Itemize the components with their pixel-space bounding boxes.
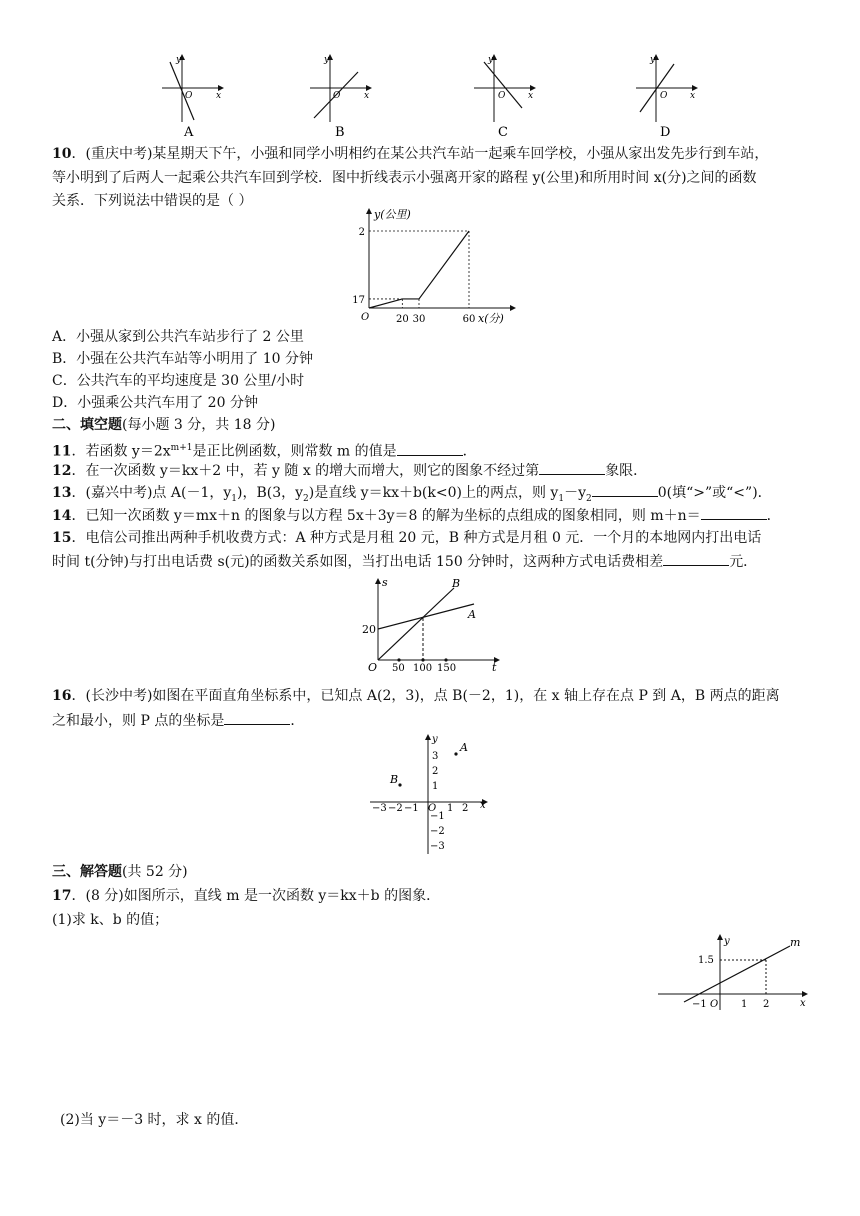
q10-ytick-17: 2 [358,227,365,238]
svg-text:O: O [361,312,370,323]
q12: 12．在一次函数 y＝kx＋2 中，若 y 随 x 的增大而增大，则它的图象不经过第 象限． [52,460,647,481]
q16-line2: 之和最小，则 P 点的坐标是 ． [52,710,304,731]
svg-text:x: x [480,800,486,811]
q9-graph-c [470,52,540,140]
option-label-c: C [498,125,508,140]
svg-text:1: 1 [432,781,439,792]
svg-text:y(公里): y(公里) [374,208,411,221]
q11: 11．若函数 $y=2x^{m+1}$是正比例函数，则常数 m 的值是 ． [52,438,477,462]
q9-graph-b [306,52,376,140]
svg-text:y: y [724,936,730,947]
svg-text:m: m [790,936,801,949]
q10-option-d: D．小强乘公共汽车用了 20 分钟 [52,395,258,411]
svg-text:50: 50 [392,663,405,674]
svg-text:100: 100 [413,663,433,674]
svg-text:s: s [382,576,388,589]
q10-ytick-2: 17 [352,294,365,306]
svg-text:−3: −3 [430,841,445,852]
option-label-b: B [335,125,345,140]
q13: 13．(嘉兴中考)点 A(－1，$y_1$)，B(3，$y_2$)是直线 y＝kx＋b(k<0)上的两点，则 $y_1-y_2$ 0(填“>”或“<”)． [52,482,772,509]
svg-text:−1: −1 [404,803,419,814]
q11-blank [397,441,463,456]
svg-text:x(分): x(分) [478,312,504,325]
svg-text:3: 3 [432,751,439,762]
svg-text:150: 150 [437,663,457,674]
q17: 17．(8 分)如图所示，直线 m 是一次函数 y＝kx＋b 的图象． [52,888,441,904]
svg-text:x: x [364,91,370,101]
q17-graph [654,930,814,1014]
point-a-dot [454,752,457,755]
svg-text:x: x [528,91,534,101]
svg-text:t: t [492,661,497,674]
q10-xtick-20: 20 [395,314,409,325]
q10-xtick-30: 30 [412,314,426,325]
q16-blank [224,710,290,725]
q10-graph [350,204,530,328]
svg-text:x: x [690,91,696,101]
svg-text:2: 2 [763,999,770,1010]
q17-part1: (1)求 k、b 的值； [52,912,169,928]
svg-text:O: O [333,91,341,101]
q10-option-a: A．小强从家到公共汽车站步行了 2 公里 [52,329,304,345]
q9-graph-d [632,52,702,140]
svg-text:x: x [216,91,222,101]
option-label-a: A [184,125,194,140]
svg-text:O: O [428,803,437,814]
section2-heading: 二、填空题(每小题 3 分，共 18 分) [52,417,276,433]
q14: 14．已知一次函数 y＝mx＋n 的图象与以方程 5x＋3y＝8 的解为坐标的点组成的图象相同，则 m＋n＝ ． [52,505,781,526]
svg-text:−3: −3 [372,803,387,814]
svg-text:x: x [800,998,806,1009]
q15-blank [663,551,729,566]
q10-line3: 关系．下列说法中错误的是（ ） [52,193,253,209]
q9-graph-a [158,52,228,140]
svg-text:O: O [368,661,378,674]
q10-line1: 10．(重庆中考)某星期天下午，小强和同学小明相约在某公共汽车站一起乘车回学校，小强从家出发先步行到车站， [52,146,769,162]
svg-text:20: 20 [362,623,376,636]
q10-xtick-60: 60 [462,314,476,325]
q15-line-b [378,588,454,660]
option-label-d: D [660,125,671,140]
svg-text:O: O [498,91,506,101]
point-b-label: B [390,773,399,786]
svg-text:1: 1 [447,803,454,814]
svg-text:2: 2 [462,803,469,814]
svg-text:O: O [710,999,719,1010]
q15-line-a [378,604,474,629]
svg-text:y: y [650,55,656,65]
q15-line1: 15．电信公司推出两种手机收费方式：A 种方式是月租 20 元，B 种方式是月租 0 元．一个月的本地网内打出电话 [52,530,762,546]
q10-series-line [369,231,469,308]
svg-text:−1: −1 [430,811,445,822]
svg-text:O: O [660,91,668,101]
q14-blank [701,505,767,520]
q12-blank [539,460,605,475]
q17-part2: (2)当 y＝－3 时，求 x 的值． [60,1112,249,1128]
q13-blank [592,482,658,497]
svg-text:B: B [452,577,461,590]
svg-text:−1: −1 [692,999,707,1010]
q15-graph [356,574,506,674]
svg-text:y: y [176,55,182,65]
svg-text:−2: −2 [388,803,403,814]
q15-line2: 时间 t(分钟)与打出电话费 s(元)的函数关系如图，当打出电话 150 分钟时，这两种方式电话费相差 元． [52,551,757,572]
svg-text:y: y [432,734,438,745]
q16-graph [364,732,494,856]
svg-text:1: 1 [741,999,748,1010]
svg-text:1.5: 1.5 [698,955,714,966]
q10-option-c: C．公共汽车的平均速度是 30 公里/小时 [52,373,305,389]
svg-text:y: y [488,55,494,65]
section3-heading: 三、解答题(共 52 分) [52,864,188,880]
svg-text:O: O [185,91,193,101]
q16-line1: 16．(长沙中考)如图在平面直角坐标系中，已知点 A(2，3)，点 B(－2，1)，在 x 轴上存在点 P 到 A，B 两点的距离 [52,688,780,704]
q10-option-b: B．小强在公共汽车站等小明用了 10 分钟 [52,351,314,367]
svg-text:−2: −2 [430,826,445,837]
point-b-dot [398,783,401,786]
point-a-label: A [460,741,468,754]
svg-text:y: y [324,55,330,65]
q10-line2: 等小明到了后两人一起乘公共汽车回到学校．图中折线表示小强离开家的路程 y(公里)和所用时间 x(分)之间的函数 [52,170,757,186]
svg-text:A: A [468,608,476,621]
svg-text:2: 2 [432,766,439,777]
